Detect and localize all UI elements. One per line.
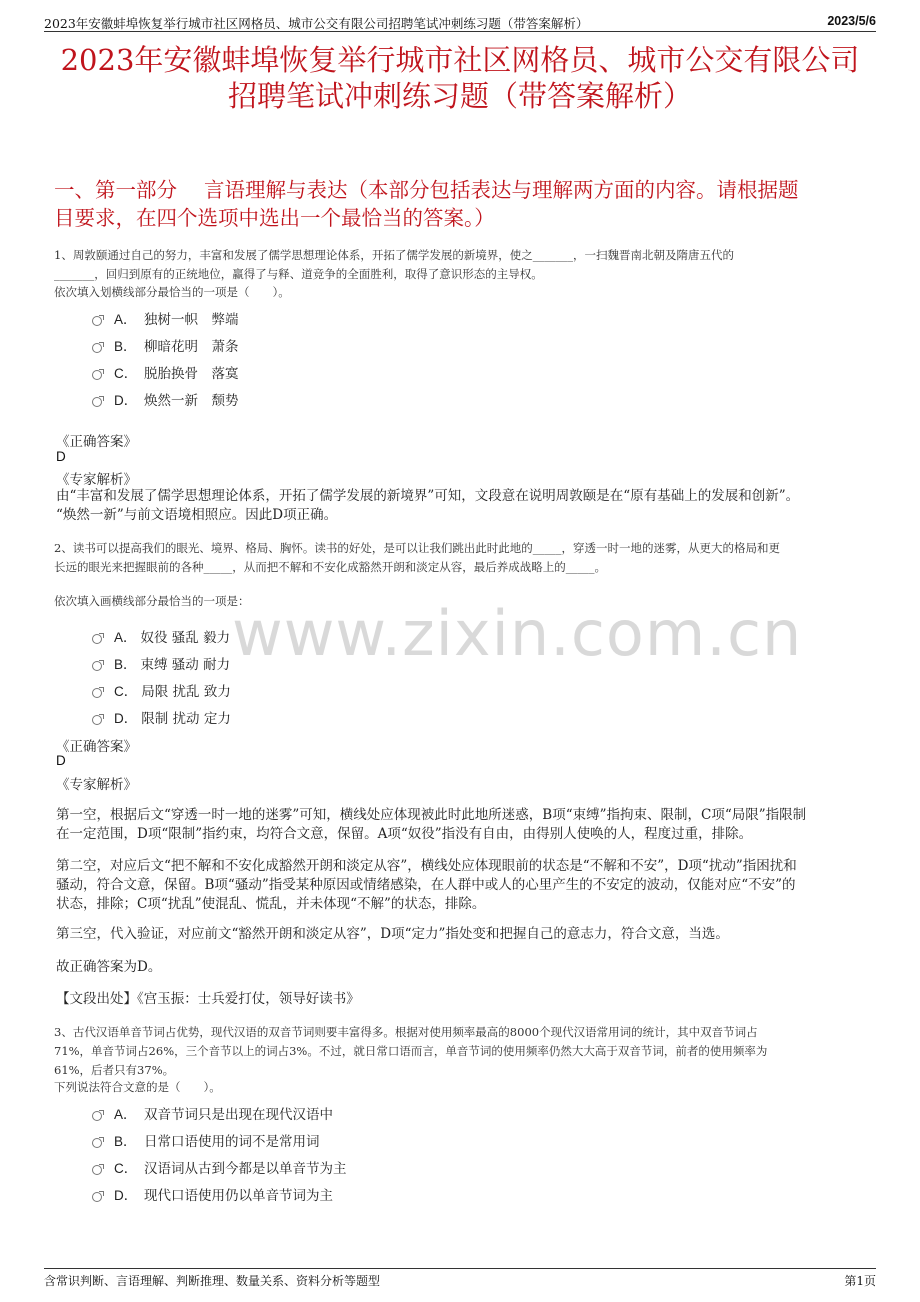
- question-2-line2: 长远的眼光来把握眼前的各种_____，从而把不解和不安化成豁然开朗和淡定从容，最后养成战略上的_____。: [54, 560, 606, 574]
- question-2-analysis-p2: [56, 857, 876, 914]
- question-1-answer: D: [56, 449, 66, 464]
- question-1-line1: 1、周敦颐通过自己的努力，丰富和发展了儒学思想理论体系，开拓了儒学发展的新境界，使之_______，一扫魏晋南北朝及隋唐五代的: [54, 248, 735, 262]
- option-letter: B．: [114, 657, 137, 672]
- option-letter: A．: [114, 312, 137, 327]
- question-2-analysis-p1: [56, 806, 876, 844]
- footer-divider: [44, 1268, 876, 1269]
- question-2-analysis-label: 《专家解析》: [56, 777, 137, 793]
- question-3-stem: [54, 1023, 878, 1097]
- option-letter: B．: [114, 339, 137, 354]
- radio-icon[interactable]: [92, 1192, 102, 1202]
- question-1-correct-answer-label: 《正确答案》: [56, 434, 137, 450]
- option-letter: D．: [114, 1188, 138, 1203]
- footer-note: 含常识判断、言语理解、判断推理、数量关系、资料分析等题型: [44, 1274, 381, 1288]
- analysis-line: 状态，排除；C项“扰乱”使混乱、慌乱，并未体现“不解”的状态，排除。: [56, 896, 486, 912]
- option-letter: D．: [114, 393, 138, 408]
- option-letter: A．: [114, 1107, 137, 1122]
- radio-icon[interactable]: [92, 1165, 102, 1175]
- question-2-option-a[interactable]: [92, 626, 230, 646]
- section-heading-line1: 一、第一部分 言语理解与表达（本部分包括表达与理解两方面的内容。请根据题: [54, 178, 799, 202]
- question-1-analysis-label: 《专家解析》: [56, 472, 137, 488]
- question-1-stem: [54, 246, 878, 302]
- section-heading: [54, 176, 870, 232]
- option-letter: C．: [114, 1161, 138, 1176]
- radio-icon[interactable]: [92, 370, 102, 380]
- radio-icon[interactable]: [92, 1138, 102, 1148]
- question-3-option-c[interactable]: [92, 1157, 347, 1177]
- question-2-option-c[interactable]: [92, 680, 231, 700]
- question-1-analysis-line2: “焕然一新”与前文语境相照应。因此D项正确。: [56, 507, 338, 523]
- option-text: 汉语词从古到今都是以单音节为主: [144, 1161, 347, 1177]
- question-2-answer: D: [56, 753, 66, 768]
- option-text: 现代口语使用仍以单音节词为主: [144, 1188, 333, 1204]
- question-1-line2: _______，回归到原有的正统地位，赢得了与释、道竞争的全面胜利，取得了意识形态的主导权。: [54, 267, 543, 281]
- analysis-line: 第二空，对应后文“把不解和不安化成豁然开朗和淡定从容”，横线处应体现眼前的状态是“不解和不安”，D项“扰动”指困扰和: [56, 858, 797, 874]
- option-text: 脱胎换骨 落寞: [144, 366, 239, 382]
- question-3-line3: 61%，后者只有37%。: [54, 1063, 175, 1077]
- question-1-analysis-line1: 由“丰富和发展了儒学思想理论体系，开拓了儒学发展的新境界”可知，文段意在说明周敦颐是在“原有基础上的发展和创新”。: [56, 488, 800, 504]
- question-3-option-d[interactable]: [92, 1184, 333, 1204]
- option-text: 日常口语使用的词不是常用词: [144, 1134, 320, 1150]
- question-2-option-b[interactable]: [92, 653, 230, 673]
- watermark: www.zixin.com.cn: [232, 597, 803, 670]
- radio-icon[interactable]: [92, 634, 102, 644]
- option-letter: A．: [114, 630, 137, 645]
- option-letter: C．: [114, 684, 138, 699]
- option-text: 独树一帜 弊端: [144, 312, 239, 328]
- header-date: 2023/5/6: [827, 14, 876, 28]
- question-1-line3: 依次填入划横线部分最恰当的一项是（ ）。: [54, 285, 290, 299]
- option-text: 奴役 骚乱 毅力: [140, 630, 231, 646]
- option-text: 局限 扰乱 致力: [141, 684, 231, 700]
- page-number: 第1页: [844, 1274, 876, 1288]
- question-2-option-d[interactable]: [92, 707, 231, 727]
- page-title: [40, 42, 880, 114]
- option-text: 束缚 骚动 耐力: [140, 657, 231, 673]
- question-2-line3: 依次填入画横线部分最恰当的一项是：: [54, 594, 250, 608]
- analysis-line: 骚动，符合文意，保留。B项“骚动”指受某种原因或情绪感染，在人群中或人的心里产生的不安定的波动，仅能对应“不安”的: [56, 877, 796, 893]
- question-2-source: 【文段出处】《宫玉振：士兵爱打仗，领导好读书》: [56, 991, 360, 1007]
- option-letter: D．: [114, 711, 138, 726]
- section-heading-line2: 目要求，在四个选项中选出一个最恰当的答案。）: [54, 206, 495, 230]
- question-3-line4: 下列说法符合文意的是（ ）。: [54, 1080, 221, 1094]
- question-2-line1: 2、读书可以提高我们的眼光、境界、格局、胸怀。读书的好处，是可以让我们跳出此时此地的_____，穿透一时一地的迷雾，从更大的格局和更: [54, 541, 781, 555]
- radio-icon[interactable]: [92, 343, 102, 353]
- question-1-option-c[interactable]: [92, 362, 239, 382]
- page-title-line1: 2023年安徽蚌埠恢复举行城市社区网格员、城市公交有限公司: [60, 43, 860, 77]
- question-3-line2: 71%，单音节词占26%，三个音节以上的词占3%。不过，就日常口语而言，单音节词的使用频率仍然大大高于双音节词，前者的使用频率为: [54, 1044, 768, 1058]
- header-divider: [44, 31, 876, 32]
- option-text: 双音节词只是出现在现代汉语中: [144, 1107, 333, 1123]
- question-2-analysis-p4: 故正确答案为D。: [56, 959, 162, 975]
- page-title-line2: 招聘笔试冲刺练习题（带答案解析）: [227, 79, 692, 113]
- question-1-option-a[interactable]: [92, 308, 239, 328]
- radio-icon[interactable]: [92, 661, 102, 671]
- question-2-stem: [54, 539, 878, 577]
- question-1-analysis: [56, 487, 876, 525]
- radio-icon[interactable]: [92, 1111, 102, 1121]
- header-doc-title: 2023年安徽蚌埠恢复举行城市社区网格员、城市公交有限公司招聘笔试冲刺练习题（带答案解析）: [44, 16, 589, 31]
- radio-icon[interactable]: [92, 715, 102, 725]
- question-3-line1: 3、古代汉语单音节词占优势，现代汉语的双音节词则要丰富得多。根据对使用频率最高的8000个现代汉语常用词的统计，其中双音节词占: [54, 1025, 758, 1039]
- option-text: 焕然一新 颓势: [144, 393, 239, 409]
- radio-icon[interactable]: [92, 397, 102, 407]
- radio-icon[interactable]: [92, 316, 102, 326]
- option-letter: C．: [114, 366, 138, 381]
- question-3-option-b[interactable]: [92, 1130, 320, 1150]
- option-letter: B．: [114, 1134, 137, 1149]
- option-text: 柳暗花明 萧条: [144, 339, 239, 355]
- analysis-line: 第一空，根据后文“穿透一时一地的迷雾”可知，横线处应体现被此时此地所迷惑，B项“束缚”指拘束、限制，C项“局限”指限制: [56, 807, 807, 823]
- radio-icon[interactable]: [92, 688, 102, 698]
- option-text: 限制 扰动 定力: [141, 711, 231, 727]
- question-1-option-b[interactable]: [92, 335, 239, 355]
- question-2-analysis-p3: 第三空，代入验证，对应前文“豁然开朗和淡定从容”，D项“定力”指处变和把握自己的意志力，符合文意，当选。: [56, 926, 729, 942]
- question-3-option-a[interactable]: [92, 1103, 333, 1123]
- analysis-line: 在一定范围，D项“限制”指约束，均符合文意，保留。A项“奴役”指没有自由，由得别人使唤的人，程度过重，排除。: [56, 826, 753, 842]
- question-1-option-d[interactable]: [92, 389, 239, 409]
- question-2-correct-answer-label: 《正确答案》: [56, 739, 137, 755]
